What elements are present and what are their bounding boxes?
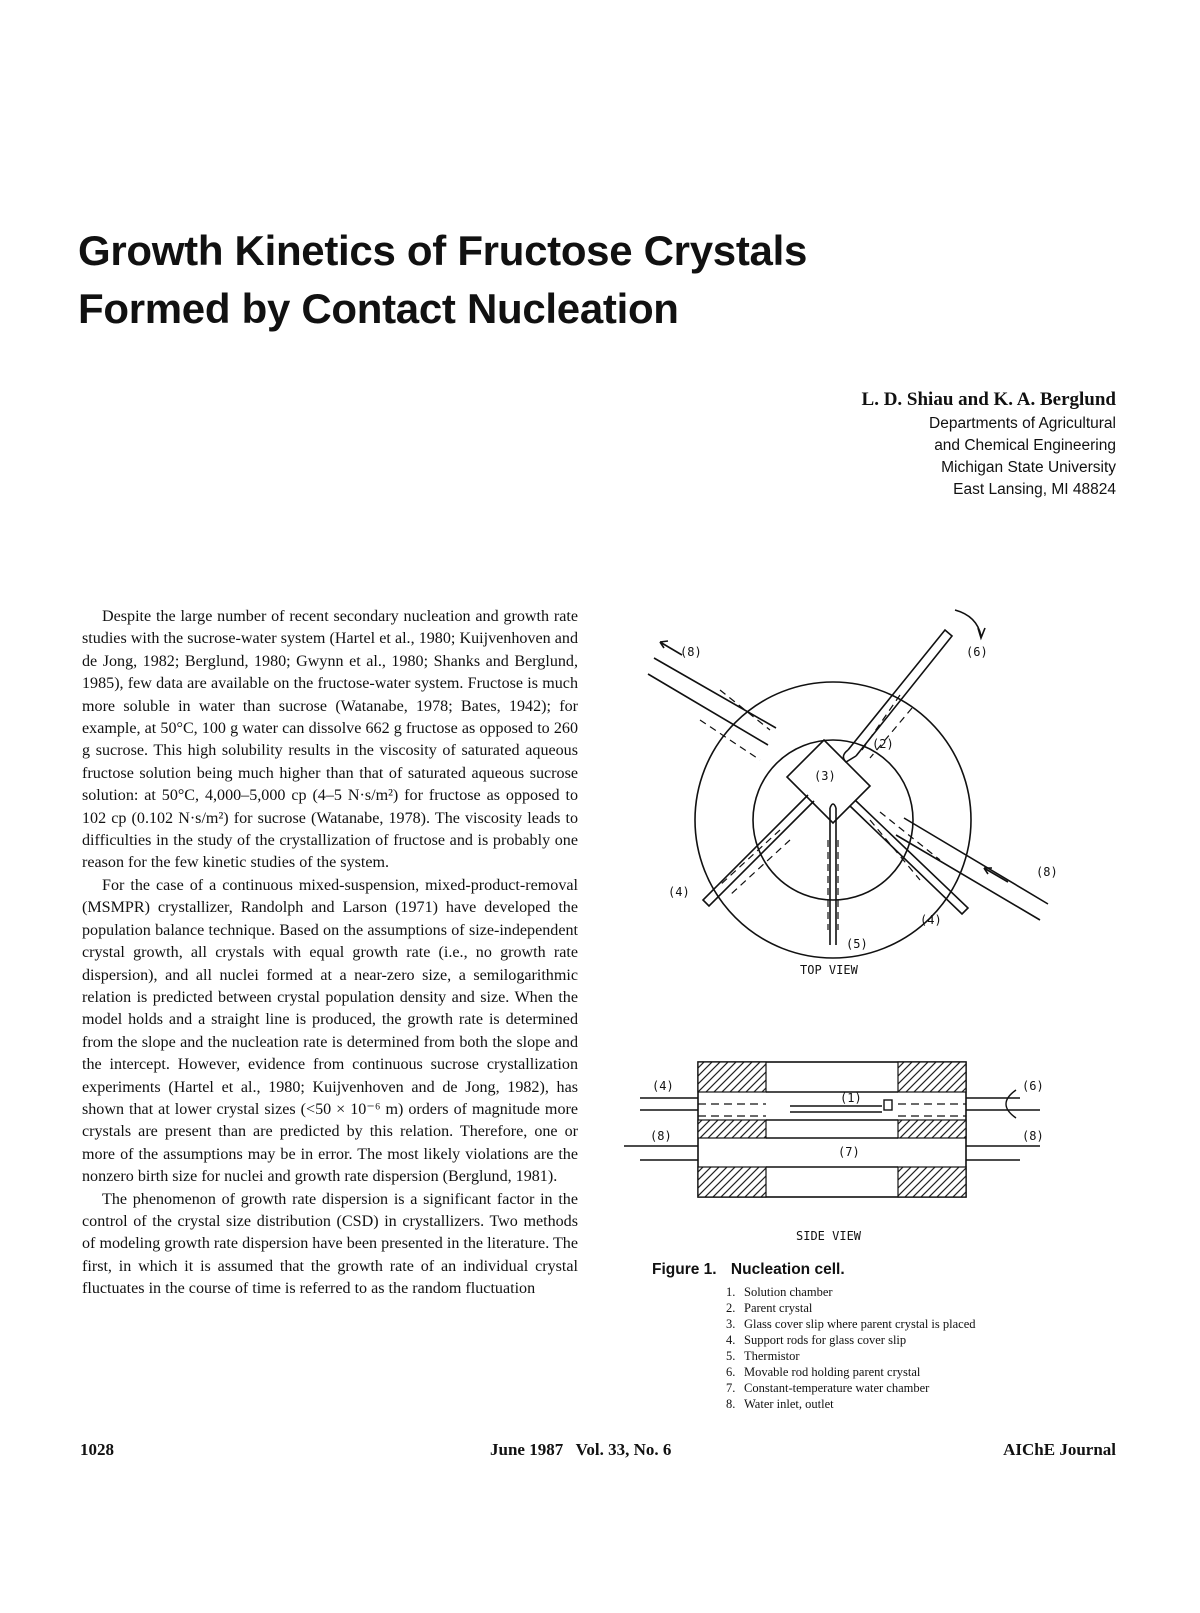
side-label-1: (1): [840, 1091, 862, 1105]
inner-circle: [753, 740, 913, 900]
side-label-6: (6): [1022, 1079, 1044, 1093]
side-view-label: SIDE VIEW: [796, 1229, 862, 1243]
label-8-right: (8): [1036, 865, 1058, 879]
title-line-2: Formed by Contact Nucleation: [78, 285, 679, 332]
rod-6: [848, 630, 952, 756]
body-paragraph: The phenomenon of growth rate dispersion is a significant factor in the control of the crystal size distribution (CSD) in crystallizers. Two methods of modeling growth rate dispersion have been presented in the literature. The first, in which it is assumed that the growth rate of an individual crystal fluctuates in the course of time is referred to as the random fluctuation: [82, 1190, 578, 1298]
side-view-drawing: [624, 1062, 1044, 1243]
legend-item: 1. Solution chamber: [726, 1285, 833, 1299]
label-4-left: (4): [668, 885, 690, 899]
figure-legend: [726, 1284, 1132, 1412]
nucleation-cell-figure: [600, 590, 1120, 1250]
body-paragraph: Despite the large number of recent secondary nucleation and growth rate studies with the sucrose-water system (Hartel et al., 1980; Kuijvenhoven and de Jong, 1982; Berglund, 1980; Gwynn et al., 1980; Shanks and Berglund, 1985), few data are available on the fructose-water system. Fructose is much more soluble in water than sucrose (Watanabe, 1978; Bates, 1942); for example, at 50°C, 100 g water can dissolve 662 g fructose as opposed to 260 g sucrose. This high solubility results in the viscosity of saturated aqueous fructose solution being much higher than that of saturated aqueous sucrose solution: at 50°C, 4,000–5,000 cp (4–5 N·s/m²) for fructose as opposed to 102 cp (0.102 N·s/m²) for sucrose (Watanabe, 1978). The viscosity leads to difficulties in the study of the crystallization of fructose and is probably one reason for the few kinetic studies of the system.: [82, 608, 578, 872]
pipe-8-bottom-right: [896, 818, 1048, 920]
label-5: (5): [846, 937, 868, 951]
legend-item: 4. Support rods for glass cover slip: [726, 1333, 907, 1347]
body-text-column: [82, 606, 578, 1301]
thermistor: [830, 808, 836, 945]
side-label-8-left: (8): [650, 1129, 672, 1143]
top-view-label: TOP VIEW: [800, 963, 858, 977]
support-rod-right: [850, 800, 968, 914]
side-label-8-right: (8): [1022, 1129, 1044, 1143]
figure-caption: [652, 1260, 1132, 1412]
affiliation-line: and Chemical Engineering: [934, 437, 1116, 454]
affiliation-line: Michigan State University: [941, 459, 1116, 476]
title-line-1: Growth Kinetics of Fructose Crystals: [78, 227, 808, 274]
affiliation-line: East Lansing, MI 48824: [953, 481, 1116, 498]
figure-number: Figure 1.: [652, 1261, 717, 1278]
label-4-right: (4): [920, 913, 942, 927]
body-paragraph: For the case of a continuous mixed-suspension, mixed-product-removal (MSMPR) crystallizer, Randolph and Larson (1971) have developed the population balance technique. Based on the assumptions of size-independent crystal growth, all crystals with equal growth rate (i.e., no growth rate dispersion), and all nuclei formed at a near-zero size, a semilogarithmic relation is predicted between crystal population density and size. When the model holds and a straight line is produced, the growth rate is determined from the slope and the nucleation rate is determined from both the slope and the intercept. However, evidence from continuous sucrose crystallization experiments (Hartel et al., 1980; Kuijvenhoven and de Jong, 1982), has shown that at lower crystal sizes (<50 × 10⁻⁶ m) orders of magnitude more crystals are present than are predicted by this relation. Therefore, one or more of the assumptions may be in error. The most likely violations are the nonzero birth size for nuclei and growth rate dispersion (Berglund, 1981).: [82, 876, 578, 1186]
legend-item: 3. Glass cover slip where parent crystal is placed: [726, 1317, 976, 1331]
legend-item: 7. Constant-temperature water chamber: [726, 1381, 930, 1395]
legend-item: 2. Parent crystal: [726, 1301, 813, 1315]
legend-item: 6. Movable rod holding parent crystal: [726, 1365, 921, 1379]
label-3: (3): [814, 769, 836, 783]
rotate-arrow: [955, 610, 981, 636]
label-2: (2): [872, 737, 894, 751]
author-names: L. D. Shiau and K. A. Berglund: [861, 389, 1116, 410]
affiliation-line: Departments of Agricultural: [929, 415, 1116, 432]
page-number: 1028: [80, 1440, 114, 1459]
article-title: [78, 222, 1078, 338]
figure-title: Nucleation cell.: [730, 1261, 845, 1278]
legend-item: 5. Thermistor: [726, 1349, 800, 1363]
journal-name: AIChE Journal: [1003, 1440, 1116, 1459]
issue-info: June 1987 Vol. 33, No. 6: [490, 1440, 672, 1459]
pipe-8-top-left: [648, 658, 776, 745]
legend-item: 8. Water inlet, outlet: [726, 1397, 834, 1411]
side-label-7: (7): [838, 1145, 860, 1159]
label-6-top: (6): [966, 645, 988, 659]
side-label-4: (4): [652, 1079, 674, 1093]
author-block: [862, 387, 1116, 501]
label-8-top: (8): [680, 645, 702, 659]
